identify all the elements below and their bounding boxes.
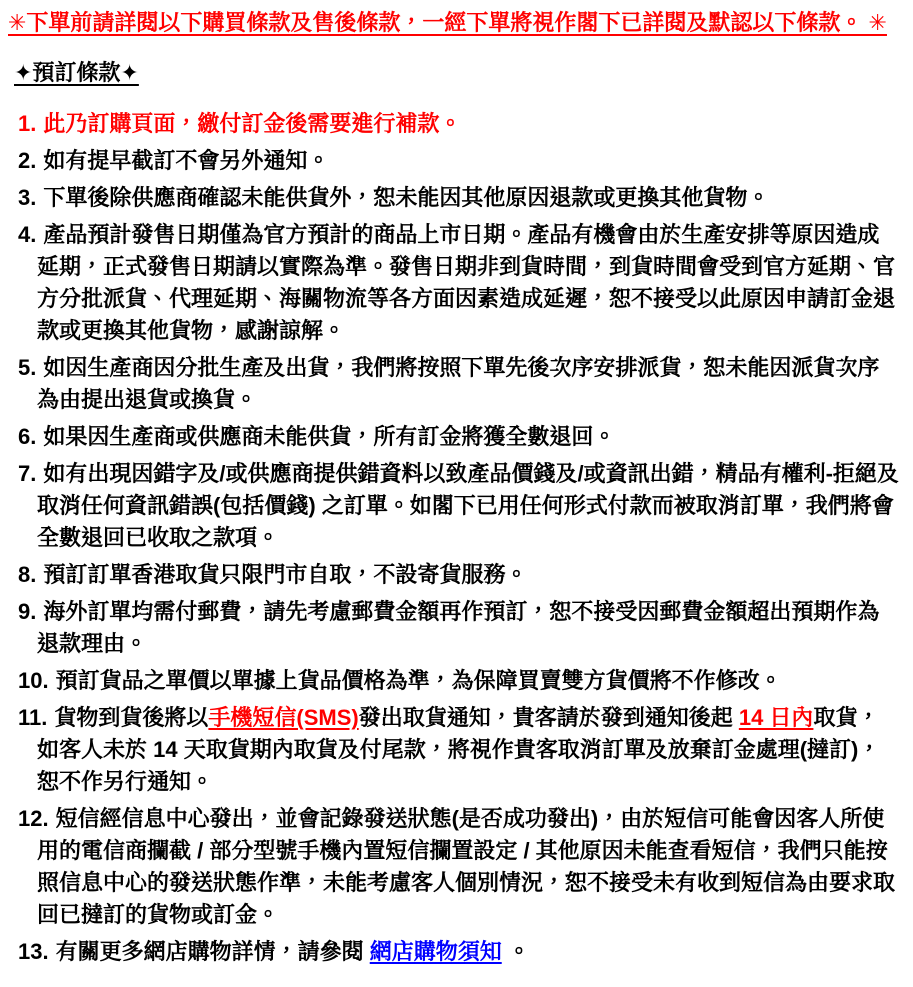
term-text: 如因生產商因分批生產及出貨，我們將按照下單先後次序安排派貨，恕未能因派貨次序為由提出退貨或換貨。 bbox=[37, 355, 880, 412]
term-number: 7. bbox=[18, 461, 37, 486]
term-text: 貨物到貨後將以 bbox=[54, 705, 209, 730]
term-body bbox=[43, 562, 527, 587]
term-item-12 bbox=[18, 803, 905, 931]
term-number: 12. bbox=[18, 806, 49, 831]
term-text: 產品預計發售日期僅為官方預計的商品上市日期。產品有機會由於生產安排等原因造成延期，正式發售日期請以實際為準。發售日期非到貨時間，到貨時間會受到官方延期、官方分批派貨、代理延期、海關物流等各方面因素造成延遲，恕不接受以此原因申請訂金退款或更換其他貨物，感謝諒解。 bbox=[37, 222, 896, 343]
term-number: 6. bbox=[18, 424, 37, 449]
term-item-8 bbox=[18, 559, 905, 591]
term-text: 下單後除供應商確認未能供貨外，恕未能因其他原因退款或更換其他貨物。 bbox=[43, 185, 770, 210]
term-body bbox=[37, 599, 879, 656]
term-text: 如有提早截訂不會另外通知。 bbox=[43, 148, 330, 173]
purchase-notice-header: ✳下單前請詳閱以下購買條款及售後條款，一經下單將視作閣下已詳閱及默認以下條款。 ✳ bbox=[8, 10, 887, 35]
term-body bbox=[43, 148, 329, 173]
term-body bbox=[43, 111, 461, 136]
term-body bbox=[37, 222, 895, 343]
term-item-9 bbox=[18, 596, 905, 660]
term-body bbox=[37, 705, 880, 794]
term-body bbox=[37, 461, 899, 550]
term-text: 。 bbox=[501, 939, 530, 964]
term-text: 有關更多網店購物詳情，請參閱 bbox=[55, 939, 370, 964]
term-body bbox=[43, 424, 615, 449]
term-text: 海外訂單均需付郵費，請先考慮郵費金額再作預訂，恕不接受因郵費金額超出預期作為退款理由。 bbox=[37, 599, 880, 656]
term-number: 2. bbox=[18, 148, 37, 173]
term-number: 13. bbox=[18, 939, 49, 964]
term-body bbox=[56, 939, 530, 964]
store-shopping-notice-link[interactable]: 網店購物須知 bbox=[369, 939, 502, 964]
term-item-11 bbox=[18, 702, 905, 798]
term-item-5 bbox=[18, 352, 905, 416]
term-item-4 bbox=[18, 219, 905, 347]
term-number: 5. bbox=[18, 355, 37, 380]
preorder-terms-title: ✦預訂條款✦ bbox=[14, 60, 139, 85]
term-item-2 bbox=[18, 145, 905, 177]
term-text: 發出取貨通知，貴客請於發到通知後起 bbox=[358, 705, 739, 730]
term-number: 11. bbox=[18, 705, 48, 730]
term-text: 取貨，如客人未於 14 天取貨期內取貨及付尾款，將視作貴客取消訂單及放棄訂金處理(撻訂)，恕不作另行通知。 bbox=[37, 705, 881, 794]
term-number: 1. bbox=[18, 111, 37, 136]
term-number: 10. bbox=[18, 668, 49, 693]
terms-list bbox=[8, 108, 905, 968]
term-number: 9. bbox=[18, 599, 37, 624]
term-number: 8. bbox=[18, 562, 37, 587]
term-text: 短信經信息中心發出，並會記錄發送狀態(是否成功發出)，由於短信可能會因客人所使用的電信商攔截 / 部分型號手機內置短信攔置設定 / 其他原因未能查看短信，我們只能按照信息中心的發送狀態作準，未能考慮客人個別情況，恕不接受未有收到短信為由要求取回已撻訂的貨物或訂金。 bbox=[37, 806, 896, 927]
term-body bbox=[37, 806, 895, 927]
term-item-1 bbox=[18, 108, 905, 140]
term-text: 此乃訂購頁面，繳付訂金後需要進行補款。 bbox=[43, 111, 462, 136]
term-text: 手機短信(SMS) bbox=[208, 705, 359, 730]
term-body bbox=[43, 185, 769, 210]
term-number: 3. bbox=[18, 185, 37, 210]
term-body bbox=[56, 668, 782, 693]
term-item-3 bbox=[18, 182, 905, 214]
term-item-7 bbox=[18, 458, 905, 554]
term-body bbox=[37, 355, 879, 412]
term-text: 如果因生產商或供應商未能供貨，所有訂金將獲全數退回。 bbox=[43, 424, 616, 449]
term-item-6 bbox=[18, 421, 905, 453]
term-text: 預訂訂單香港取貨只限門市自取，不設寄貨服務。 bbox=[43, 562, 528, 587]
term-text: 預訂貨品之單價以單據上貨品價格為準，為保障買賣雙方貨價將不作修改。 bbox=[55, 668, 782, 693]
term-item-13 bbox=[18, 936, 905, 968]
term-text: 14 日內 bbox=[738, 705, 814, 730]
term-text: 如有出現因錯字及/或供應商提供錯資料以致產品價錢及/或資訊出錯，精品有權利-拒絕及取消任何資訊錯誤(包括價錢) 之訂單。如閣下已用任何形式付款而被取消訂單，我們將會全數退回已收取之款項。 bbox=[37, 461, 899, 550]
term-number: 4. bbox=[18, 222, 37, 247]
term-item-10 bbox=[18, 665, 905, 697]
